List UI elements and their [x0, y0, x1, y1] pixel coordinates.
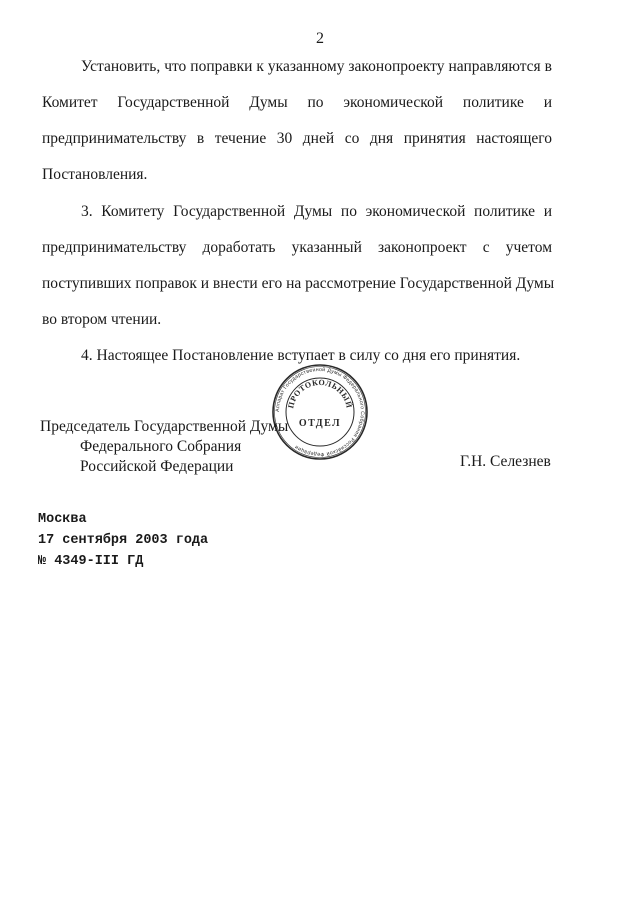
signature-title-line-3: Российской Федерации: [80, 458, 234, 475]
paragraph-3-line-3: поступивших поправок и внести его на рассмотрение Государственной Думы: [42, 275, 555, 292]
signature-block: [40, 417, 288, 477]
footer-date: 17 сентября 2003 года: [38, 533, 209, 548]
seal-middle-text: ПРОТОКОЛЬНЫЙ: [286, 377, 354, 410]
paragraph-1-line-3: предпринимательству в течение 30 дней со дня принятия настоящего: [42, 130, 552, 147]
page-number: 2: [316, 30, 324, 47]
document-footer: [38, 509, 208, 572]
paragraph-1-line-1: Установить, что поправки к указанному законопроекту направляются в: [81, 58, 552, 75]
footer-city: Москва: [38, 512, 87, 527]
paragraph-3-line-4: во втором чтении.: [42, 311, 162, 328]
paragraph-4-line: 4. Настоящее Постановление вступает в силу со дня его принятия.: [81, 347, 521, 364]
signatory-name: Г.Н. Селезнев: [460, 453, 551, 470]
signature-title-line-2: Федерального Собрания: [80, 438, 242, 455]
signature-title-line-1: Председатель Государственной Думы: [40, 418, 289, 435]
paragraph-1: [42, 57, 552, 201]
footer-number: № 4349-III ГД: [38, 554, 144, 569]
seal-center-text: ОТДЕЛ: [298, 418, 342, 429]
paragraph-3-line-1: 3. Комитету Государственной Думы по экономической политике и: [81, 203, 552, 220]
seal-outer-text: Аппарат Государственной Думы Федерального Собрания Российской Федерации: [274, 366, 366, 458]
paragraph-1-line-4: Постановления.: [42, 166, 148, 183]
paragraph-3: [42, 202, 555, 346]
paragraph-3-line-2: предпринимательству доработать указанный законопроект с учетом: [42, 239, 552, 256]
paragraph-1-line-2: Комитет Государственной Думы по экономической политике и: [42, 94, 552, 111]
